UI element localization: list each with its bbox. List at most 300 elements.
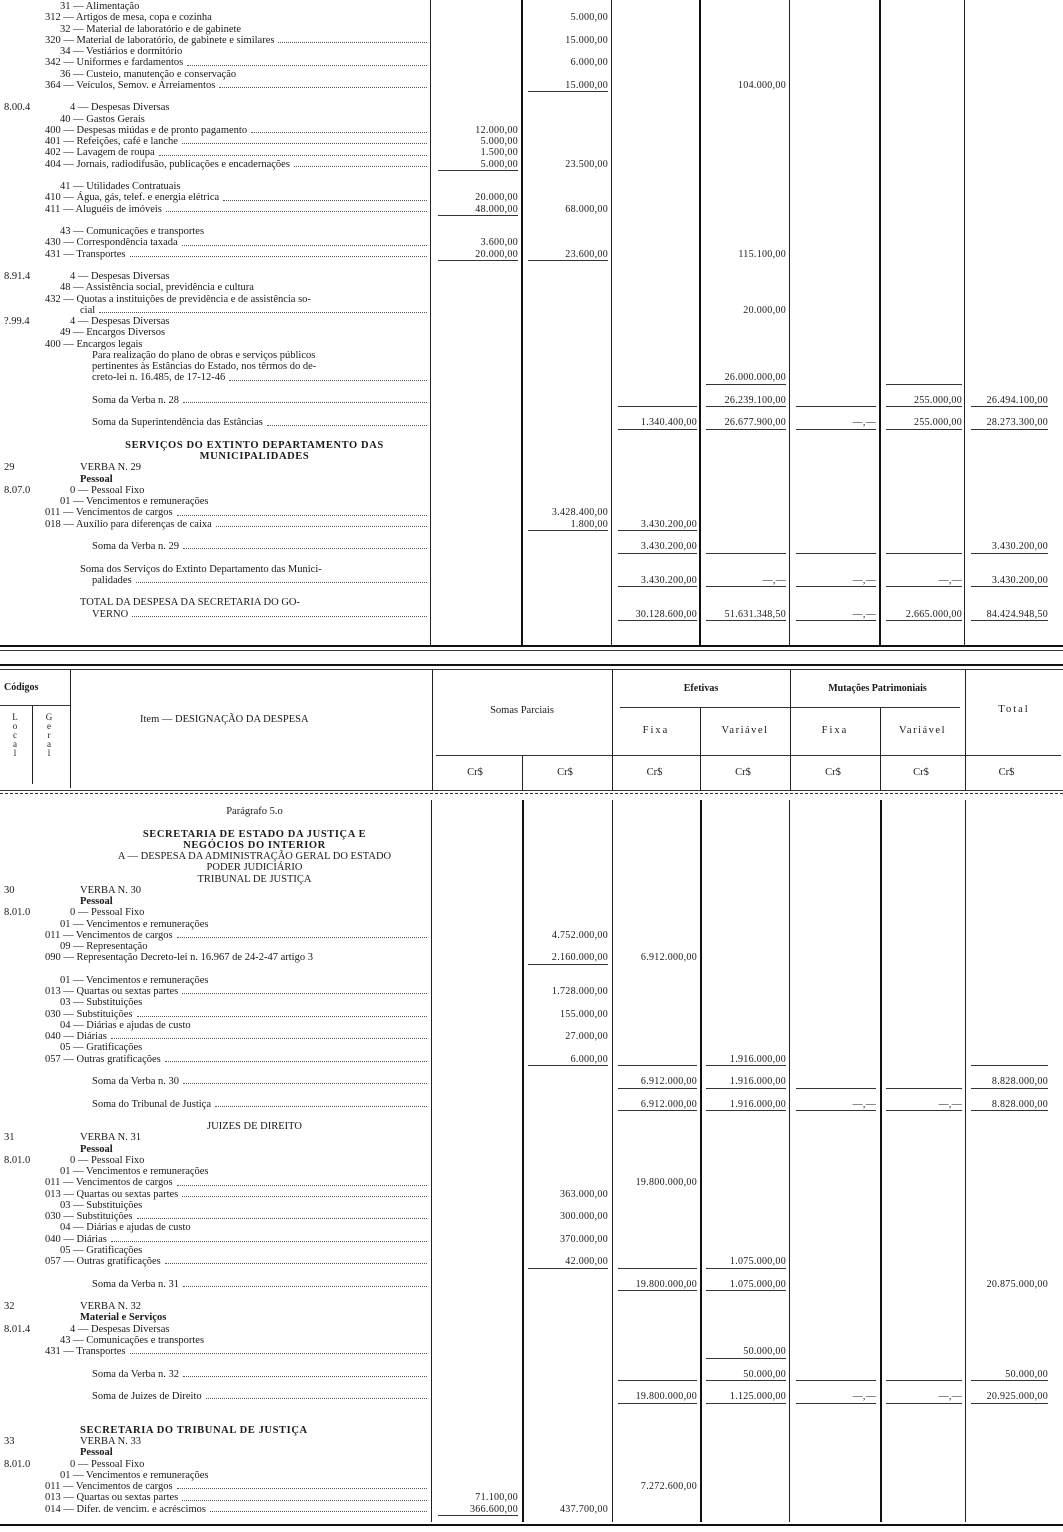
table-row	[0, 12, 1063, 23]
leader-dots	[165, 1054, 427, 1062]
table-row	[0, 1391, 1063, 1402]
row-designation	[45, 35, 429, 46]
value-c2: 300.000,00	[560, 1211, 608, 1222]
table-row	[0, 372, 1063, 383]
table-row	[0, 226, 1063, 237]
value-c1: 3.600,00	[480, 237, 518, 249]
row-designation	[70, 271, 429, 282]
row-designation	[45, 57, 429, 68]
row-designation	[80, 862, 429, 873]
sum-underline	[971, 620, 1048, 621]
table-row	[0, 1177, 1063, 1188]
row-designation	[80, 806, 429, 817]
row-designation	[92, 575, 429, 586]
row-designation	[45, 1481, 429, 1492]
value-c6: —,—	[938, 1391, 962, 1402]
value-c7: 8.828.000,00	[991, 1098, 1048, 1110]
blank-row	[0, 1402, 1063, 1413]
value-c3: 7.272.600,00	[640, 1481, 697, 1492]
table-row	[0, 1492, 1063, 1503]
table-row	[0, 597, 1063, 608]
designation-text: Soma da Verba n. 28	[92, 394, 179, 406]
leader-dots	[130, 1346, 427, 1354]
header-somas-parciais: Somas Parciais	[490, 705, 554, 716]
leader-dots	[177, 1481, 427, 1489]
designation-text: 01 — Vencimentos e remunerações	[60, 918, 209, 930]
row-designation	[92, 1369, 429, 1380]
table-row	[0, 1211, 1063, 1222]
value-c4: 26.000.000,00	[724, 372, 786, 384]
section-divider	[0, 650, 1063, 651]
row-designation	[60, 327, 429, 338]
value-c2: 4.752.000,00	[551, 929, 608, 941]
leader-dots	[182, 986, 427, 994]
table-row	[0, 316, 1063, 327]
row-designation	[45, 1504, 429, 1515]
row-designation	[60, 1222, 429, 1233]
value-c4: 1.075.000,00	[729, 1256, 786, 1267]
value-c4: 26.239.100,00	[724, 394, 786, 406]
column-divider	[432, 670, 433, 790]
leader-dots	[215, 1099, 427, 1107]
table-row	[0, 395, 1063, 406]
table-row	[0, 885, 1063, 896]
row-designation	[80, 564, 429, 575]
value-c3: 6.912.000,00	[640, 1098, 697, 1110]
table-row	[0, 1436, 1063, 1447]
designation-text: 40 — Gastos Gerais	[60, 113, 145, 125]
value-c7: 26.494.100,00	[986, 394, 1048, 406]
row-designation	[45, 952, 429, 963]
column-divider	[699, 0, 701, 645]
leader-dots	[132, 609, 427, 617]
row-designation	[60, 1335, 429, 1346]
designation-text: NEGÓCIOS DO INTERIOR	[183, 839, 326, 851]
row-designation	[80, 1132, 429, 1143]
table-row	[0, 896, 1063, 907]
row-designation	[92, 372, 429, 383]
table-row	[0, 952, 1063, 963]
designation-text: 43 — Comunicações e transportes	[60, 226, 205, 237]
row-designation	[45, 1031, 429, 1042]
row-designation	[60, 1020, 429, 1031]
table-row	[0, 1470, 1063, 1481]
value-c2: 15.000,00	[565, 34, 608, 46]
row-designation	[60, 1470, 429, 1481]
blank-row	[0, 260, 1063, 271]
row-code: ?.99.4	[4, 316, 30, 327]
row-designation	[45, 1009, 429, 1020]
designation-text: 011 — Vencimentos de cargos	[45, 507, 173, 519]
leader-dots	[182, 237, 427, 245]
value-c1: 48.000,00	[475, 203, 518, 215]
row-code: 8.01.0	[4, 1458, 31, 1470]
table-row	[0, 305, 1063, 316]
header-item: Item — DESIGNAÇÃO DA DESPESA	[140, 714, 309, 725]
value-c4: 50.000,00	[743, 1346, 786, 1357]
designation-text: 090 — Representação Decreto-lei n. 16.967 de 24-2-47 artigo 3	[45, 952, 313, 964]
designation-text: Pessoal	[80, 1143, 113, 1155]
row-designation	[60, 282, 429, 293]
row-designation	[60, 919, 429, 930]
column-divider	[522, 800, 524, 1522]
table-row	[0, 1301, 1063, 1312]
table-row	[0, 1121, 1063, 1132]
designation-text: 431 — Transportes	[45, 248, 126, 260]
designation-text: Soma da Superintendência das Estâncias	[92, 417, 263, 429]
header-currency: Cr$	[913, 767, 929, 778]
value-c3: 19.800.000,00	[635, 1391, 697, 1402]
designation-text: 011 — Vencimentos de cargos	[45, 1177, 173, 1189]
row-code: 32	[4, 1301, 15, 1312]
leader-dots	[111, 1234, 427, 1242]
column-divider	[789, 0, 790, 645]
row-designation	[92, 1279, 429, 1290]
designation-text: 31 — Alimentação	[60, 1, 140, 12]
table-row	[0, 181, 1063, 192]
table-row	[0, 1335, 1063, 1346]
blank-row	[0, 384, 1063, 395]
value-c2: 6.000,00	[570, 1053, 608, 1065]
table-row	[0, 1020, 1063, 1031]
table-row	[0, 1234, 1063, 1245]
table-row	[0, 1425, 1063, 1436]
table-row	[0, 417, 1063, 428]
table-row	[0, 136, 1063, 147]
designation-text: 400 — Encargos legais	[45, 338, 143, 350]
designation-text: 0 — Pessoal Fixo	[70, 484, 145, 496]
row-designation	[45, 159, 429, 170]
table-row	[0, 1312, 1063, 1323]
table-row	[0, 1189, 1063, 1200]
leader-dots	[182, 1189, 427, 1197]
table-row	[0, 440, 1063, 451]
row-designation	[45, 1492, 429, 1503]
value-c2: 437.700,00	[560, 1503, 608, 1515]
table-row	[0, 1481, 1063, 1492]
table-row	[0, 874, 1063, 885]
header-rule	[0, 705, 70, 706]
designation-text: SECRETARIA DE ESTADO DA JUSTIÇA E	[142, 828, 367, 840]
row-designation	[92, 541, 429, 552]
value-c7: 3.430.200,00	[991, 574, 1048, 586]
table-row	[0, 361, 1063, 372]
designation-text: Soma da Verba n. 29	[92, 541, 179, 552]
row-designation	[70, 1324, 429, 1335]
row-designation	[60, 46, 429, 57]
blank-row	[0, 817, 1063, 828]
value-c5: —,—	[852, 608, 876, 620]
designation-text: 36 — Custeio, manutenção e conservação	[60, 68, 237, 80]
row-designation	[92, 1076, 429, 1087]
designation-text: Pessoal	[80, 896, 113, 907]
designation-text: 32 — Material de laboratório e de gabinete	[60, 23, 242, 35]
row-designation	[60, 114, 429, 125]
designation-text: Soma do Tribunal de Justiça	[92, 1098, 212, 1110]
value-c3: 1.340.400,00	[640, 417, 697, 429]
row-designation	[80, 851, 429, 862]
designation-text: SECRETARIA DO TRIBUNAL DE JUSTIÇA	[80, 1424, 308, 1436]
blank-row	[0, 586, 1063, 597]
row-designation	[60, 1042, 429, 1053]
value-c1: 12.000,00	[475, 124, 518, 136]
leader-dots	[99, 305, 427, 313]
designation-text: 05 — Gratificações	[60, 1042, 143, 1054]
header-currency: Cr$	[557, 767, 573, 778]
header-mutacoes: Mutações Patrimoniais	[828, 683, 927, 694]
header-currency: Cr$	[735, 767, 751, 778]
row-designation	[80, 840, 429, 851]
designation-text: 430 — Correspondência taxada	[45, 237, 178, 249]
row-designation	[60, 24, 429, 35]
row-designation	[92, 1099, 429, 1110]
row-designation	[60, 226, 429, 237]
designation-text: VERBA N. 32	[80, 1301, 141, 1312]
designation-text: 01 — Vencimentos e remunerações	[60, 496, 209, 507]
row-designation	[45, 1234, 429, 1245]
row-designation	[45, 192, 429, 203]
table-row	[0, 541, 1063, 552]
leader-dots	[223, 192, 427, 200]
value-c4: 104.000,00	[738, 79, 786, 91]
row-code: 33	[4, 1436, 15, 1447]
designation-text: 018 — Auxílio para diferenças de caixa	[45, 518, 212, 530]
designation-text: 030 — Substituições	[45, 1211, 133, 1222]
table-row	[0, 1504, 1063, 1515]
blank-row	[0, 91, 1063, 102]
row-designation	[92, 350, 429, 361]
value-c5: —,—	[852, 417, 876, 429]
row-designation	[45, 1177, 429, 1188]
designation-text: 013 — Quartas ou sextas partes	[45, 1492, 179, 1504]
table-row	[0, 1256, 1063, 1267]
value-c6: —,—	[938, 1098, 962, 1110]
row-designation	[92, 361, 429, 372]
row-code: 8.00.4	[4, 102, 31, 114]
designation-text: creto-lei n. 16.485, de 17-12-46	[92, 372, 226, 384]
blank-row	[0, 1290, 1063, 1301]
row-code: 30	[4, 884, 15, 896]
column-divider	[880, 708, 881, 790]
column-divider	[965, 670, 966, 790]
value-c2: 23.600,00	[565, 248, 608, 260]
designation-text: 401 — Refeições, café e lanche	[45, 136, 178, 147]
designation-text: MUNICIPALIDADES	[199, 451, 310, 462]
blank-row	[0, 552, 1063, 563]
leader-dots	[182, 136, 427, 144]
value-c2: 3.428.400,00	[551, 507, 608, 519]
header-mutacoes-variavel: Variável	[899, 725, 946, 736]
row-designation	[70, 1155, 429, 1166]
value-c1: 71.100,00	[475, 1492, 518, 1504]
row-designation	[80, 305, 429, 316]
table-row	[0, 462, 1063, 473]
blank-row	[0, 964, 1063, 975]
designation-text: 03 — Substituições	[60, 997, 143, 1009]
value-c6: 255.000,00	[914, 394, 962, 406]
designation-text: Soma da Verba n. 31	[92, 1278, 179, 1290]
designation-text: 34 — Vestiários e dormitório	[60, 46, 183, 57]
designation-text: 057 — Outras gratificações	[45, 1053, 161, 1065]
header-efetivas-variavel: Variável	[721, 725, 769, 736]
designation-text: 410 — Água, gás, telef. e energia elétrica	[45, 192, 220, 204]
header-local: Local	[10, 712, 20, 757]
leader-dots	[210, 1504, 427, 1512]
blank-row	[0, 170, 1063, 181]
blank-row	[0, 1357, 1063, 1368]
row-designation	[45, 80, 429, 91]
column-divider	[700, 708, 701, 790]
blank-row	[0, 530, 1063, 541]
header-currency: Cr$	[825, 767, 841, 778]
row-designation	[45, 136, 429, 147]
table-row	[0, 339, 1063, 350]
blank-row	[0, 1110, 1063, 1121]
value-c4: 51.631.348,50	[724, 608, 786, 620]
leader-dots	[183, 395, 427, 403]
table-row	[0, 237, 1063, 248]
row-designation	[80, 829, 429, 840]
designation-text: 49 — Encargos Diversos	[60, 327, 166, 339]
leader-dots	[216, 519, 427, 527]
table-row	[0, 519, 1063, 530]
value-c5: —,—	[852, 574, 876, 586]
designation-text: VERBA N. 33	[80, 1436, 141, 1447]
value-c2: 1.800,00	[570, 518, 608, 530]
header-total: Total	[998, 704, 1030, 715]
value-c2: 370.000,00	[560, 1233, 608, 1245]
row-designation	[45, 237, 429, 248]
value-c1: 366.600,00	[470, 1503, 518, 1515]
value-c2: 6.000,00	[570, 57, 608, 69]
designation-text: VERBA N. 30	[80, 884, 141, 896]
row-designation	[70, 907, 429, 918]
value-c7: 3.430.200,00	[991, 541, 1048, 552]
table-row	[0, 907, 1063, 918]
designation-text: 4 — Despesas Diversas	[70, 102, 170, 114]
sum-underline	[438, 1515, 518, 1516]
value-c1: 1.500,00	[480, 147, 518, 159]
designation-text: Parágrafo 5.o	[226, 806, 283, 817]
row-designation	[80, 1301, 429, 1312]
designation-text: VERBA N. 29	[80, 462, 141, 474]
designation-text: Pessoal	[80, 473, 113, 485]
value-c2: 68.000,00	[565, 203, 608, 215]
designation-text: 05 — Gratificações	[60, 1244, 143, 1256]
leader-dots	[183, 541, 427, 549]
leader-dots	[137, 1211, 427, 1219]
table-row	[0, 1132, 1063, 1143]
designation-text: 040 — Diárias	[45, 1233, 107, 1245]
table-row	[0, 975, 1063, 986]
column-divider	[612, 670, 613, 790]
designation-text: 432 — Quotas a instituições de previdência e de assistência so-	[45, 293, 311, 305]
designation-text: TRIBUNAL DE JUSTIÇA	[197, 873, 312, 885]
row-designation	[80, 451, 429, 462]
row-code: 8.07.0	[4, 484, 31, 496]
row-designation	[60, 69, 429, 80]
table-row	[0, 1054, 1063, 1065]
table-row	[0, 1447, 1063, 1458]
value-c7: 84.424.948,50	[986, 608, 1048, 620]
table-row	[0, 609, 1063, 620]
row-code: 8.01.4	[4, 1323, 31, 1335]
row-code: 29	[4, 462, 15, 474]
column-divider	[70, 670, 71, 788]
header-mutacoes-fixa: Fixa	[821, 725, 849, 736]
leader-dots	[183, 1076, 427, 1084]
designation-text: 03 — Substituições	[60, 1199, 143, 1211]
header-top-rule	[0, 669, 1063, 670]
table-row	[0, 1346, 1063, 1357]
row-designation	[92, 417, 429, 428]
header-currency: Cr$	[646, 767, 663, 778]
designation-text: TOTAL DA DESPESA DA SECRETARIA DO GO-	[80, 597, 301, 609]
blank-row	[0, 406, 1063, 417]
row-designation	[45, 204, 429, 215]
leader-dots	[219, 80, 427, 88]
blank-row	[0, 1380, 1063, 1391]
designation-text: pertinentes às Estâncias do Estado, nos têrmos do de-	[92, 361, 317, 372]
row-designation	[45, 1189, 429, 1200]
value-c7: 20.925.000,00	[986, 1391, 1048, 1402]
value-c4: 115.100,00	[738, 248, 786, 260]
header-bottom-rule	[0, 793, 1063, 794]
row-designation	[80, 1447, 429, 1458]
column-divider	[790, 670, 791, 790]
row-designation	[45, 1256, 429, 1267]
row-designation	[92, 395, 429, 406]
value-c2: 363.000,00	[560, 1188, 608, 1200]
header-efetivas-fixa: Fixa	[642, 725, 670, 736]
value-c4: 1.916.000,00	[729, 1098, 786, 1110]
row-designation	[60, 1166, 429, 1177]
row-code: 8.01.0	[4, 907, 31, 919]
table-row	[0, 986, 1063, 997]
designation-text: 43 — Comunicações e transportes	[60, 1334, 205, 1346]
blank-row	[0, 429, 1063, 440]
header-bottom-rule	[0, 790, 1063, 791]
header-top-rule	[0, 664, 1063, 666]
designation-text: 404 — Jornais, radiodifusão, publicações e encadernações	[45, 158, 290, 170]
table-row	[0, 1076, 1063, 1087]
value-c5: —,—	[852, 1391, 876, 1402]
designation-text: PODER JUDICIÁRIO	[206, 862, 303, 874]
designation-text: VERNO	[92, 608, 129, 620]
blank-row	[0, 1065, 1063, 1076]
table-row	[0, 564, 1063, 575]
column-divider	[430, 0, 431, 645]
table-row	[0, 941, 1063, 952]
column-divider	[612, 800, 613, 1522]
row-designation	[45, 339, 429, 350]
designation-text: 4 — Despesas Diversas	[70, 271, 170, 282]
table-row	[0, 1031, 1063, 1042]
value-c2: 15.000,00	[565, 79, 608, 91]
table-row	[0, 249, 1063, 260]
designation-text: 011 — Vencimentos de cargos	[45, 929, 173, 941]
sum-underline	[618, 620, 697, 621]
designation-text: 312 — Artigos de mesa, copa e cozinha	[45, 12, 212, 24]
row-code: 31	[4, 1132, 15, 1144]
value-c4: 20.000,00	[743, 304, 786, 316]
leader-dots	[137, 1009, 427, 1017]
designation-text: 0 — Pessoal Fixo	[70, 1458, 145, 1470]
table-row	[0, 1009, 1063, 1020]
leader-dots	[182, 1492, 427, 1500]
value-c1: 5.000,00	[480, 158, 518, 170]
table-row	[0, 282, 1063, 293]
